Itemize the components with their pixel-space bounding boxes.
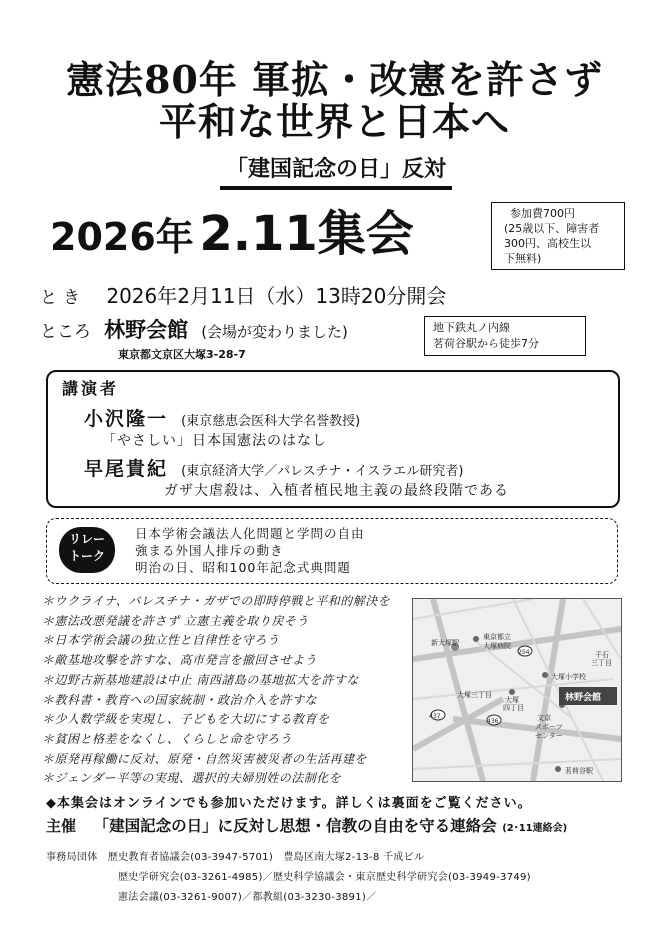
- venue-map: [412, 598, 622, 782]
- speaker-1: [84, 404, 360, 431]
- organizer: [46, 814, 567, 836]
- event-place: [40, 316, 348, 346]
- slogan-item: ＊敵基地攻撃を許すな、高市発言を撤回させよう: [42, 653, 318, 668]
- relay-topic: 日本学術会議法人化問題と学問の自由: [135, 526, 365, 541]
- access-line: 地下鉄丸ノ内線: [433, 321, 510, 334]
- venue-note: (会場が変わりました): [201, 323, 348, 341]
- map-label-chitose1: 千石: [595, 651, 609, 659]
- organizer-label: 主催: [46, 817, 77, 835]
- slogan-item: ＊ジェンダー平等の実現、選択的夫婦別姓の法制化を: [42, 771, 342, 786]
- footer-line: 憲法会議(03-3261-9007)／都教組(03-3230-3891)／: [118, 892, 377, 903]
- relay-topics: [135, 525, 365, 576]
- event-date-big: 2.11集会: [199, 206, 414, 262]
- slogan-item: ＊教科書・教育への国家統制・政治介入を許すな: [42, 692, 318, 707]
- relay-talk-box: [46, 518, 618, 584]
- subtitle: 「建国記念の日」反対: [220, 156, 452, 190]
- map-label-venue: 林野会館: [565, 693, 602, 703]
- map-label-otsuka4a: 大塚: [505, 696, 519, 704]
- map-route-437: 437: [429, 713, 441, 720]
- map-route-254: 254: [518, 649, 530, 656]
- organizer-name: 「建国記念の日」に反対し思想・信教の自由を守る連絡会: [93, 817, 497, 835]
- event-heading: [50, 206, 414, 273]
- speaker-2: [84, 454, 463, 481]
- map-label-otsuka4b: 四丁目: [503, 704, 524, 712]
- slogan-item: ＊ウクライナ、パレスチナ・ガザでの即時停戦と平和的解決を: [42, 594, 391, 608]
- slogan-item: ＊憲法改悪発議を許さず 立憲主義を取り戻そう: [42, 613, 309, 628]
- fee-line: (25歳以下、障害者: [504, 222, 600, 235]
- slogan-item: ＊少人数学級を実現し、子どもを大切にする教育を: [42, 712, 330, 727]
- fee-box: [491, 202, 625, 270]
- main-title-line2: 平和な世界と日本へ: [158, 99, 510, 144]
- map-label-myogadani: 茗荷谷駅: [565, 767, 593, 775]
- speaker-affiliation: (東京慈恵会医科大学名誉教授): [181, 414, 361, 429]
- venue-name: 林野会館: [104, 318, 189, 342]
- access-line: 茗荷谷駅から徒歩7分: [433, 337, 539, 350]
- map-route-436: 436: [487, 718, 499, 725]
- speaker-talk: 「やさしい」日本国憲法のはなし: [102, 433, 327, 449]
- map-label-chitose2: 三丁目: [591, 659, 612, 667]
- relay-topic: 強まる外国人排斥の動き: [135, 543, 284, 558]
- relay-topic: 明治の日、昭和100年記念式典問題: [135, 560, 351, 575]
- when-label: とき: [40, 288, 86, 308]
- map-label-bunkyo1: 文京: [537, 714, 551, 722]
- speakers-box: [46, 370, 620, 508]
- where-label: ところ: [40, 322, 91, 342]
- access-box: [424, 316, 586, 356]
- slogan-item: ＊日本学術会議の独立性と自律性を守ろう: [42, 633, 280, 648]
- event-time: [40, 282, 446, 312]
- map-label-toritsu: 東京都立: [483, 633, 511, 641]
- venue-address: 東京都文京区大塚3-28-7: [118, 348, 246, 361]
- slogan-item: ＊貧困と格差をなくし、くらしと命を守ろう: [42, 731, 293, 746]
- map-graphic: [413, 599, 621, 781]
- slogan-list: [42, 592, 390, 789]
- map-label-otsuka3: 大塚三丁目: [457, 691, 492, 699]
- map-label-otsuka-hospital: 大塚病院: [483, 642, 511, 650]
- speakers-heading: 講演者: [62, 379, 120, 398]
- footer-line: 歴史学研究会(03-3261-4985)／歴史科学協議会・東京歴史科学研究会(03-3949-3749): [118, 872, 531, 883]
- speaker-name: 小沢隆一: [84, 408, 169, 430]
- footer-line: 事務局団体 歴史教育者協議会(03-3947-5701) 豊島区南大塚2-13-8 千成ビル: [46, 852, 425, 863]
- speaker-talk: ガザ大虐殺は、入植者植民地主義の最終段階である: [164, 483, 509, 499]
- map-label-otsuka-elem: 大塚小学校: [551, 673, 586, 681]
- organizer-short: (2･11連絡会): [502, 823, 568, 834]
- fee-line: 300円、高校生以: [504, 237, 591, 250]
- event-year: 2026年: [50, 215, 194, 259]
- map-label-shin-otsuka: 新大塚駅: [431, 639, 459, 647]
- map-label-bunkyo2: スポーツ: [535, 723, 563, 731]
- fee-line: 下無料): [504, 252, 542, 265]
- relay-badge-line: リレー: [68, 532, 105, 546]
- when-value: 2026年2月11日（水）13時20分開会: [106, 284, 447, 308]
- slogan-item: ＊原発再稼働に反対、原発・自然災害被災者の生活再建を: [42, 751, 368, 766]
- fee-line: 参加費700円: [510, 207, 575, 220]
- speaker-affiliation: (東京経済大学／パレスチナ・イスラエル研究者): [181, 464, 464, 479]
- relay-badge-line: トーク: [68, 549, 105, 563]
- speaker-name: 早尾貴紀: [84, 458, 169, 480]
- relay-badge: [59, 527, 115, 573]
- main-title-line1: 憲法80年 軍拡・改憲を許さず: [65, 57, 604, 102]
- map-label-bunkyo3: センター: [535, 732, 563, 740]
- slogan-item: ＊辺野古新基地建設は中止 南西諸島の基地拡大を許すな: [42, 672, 359, 687]
- online-note: ◆本集会はオンラインでも参加いただけます。詳しくは裏面をご覧ください。: [46, 796, 532, 811]
